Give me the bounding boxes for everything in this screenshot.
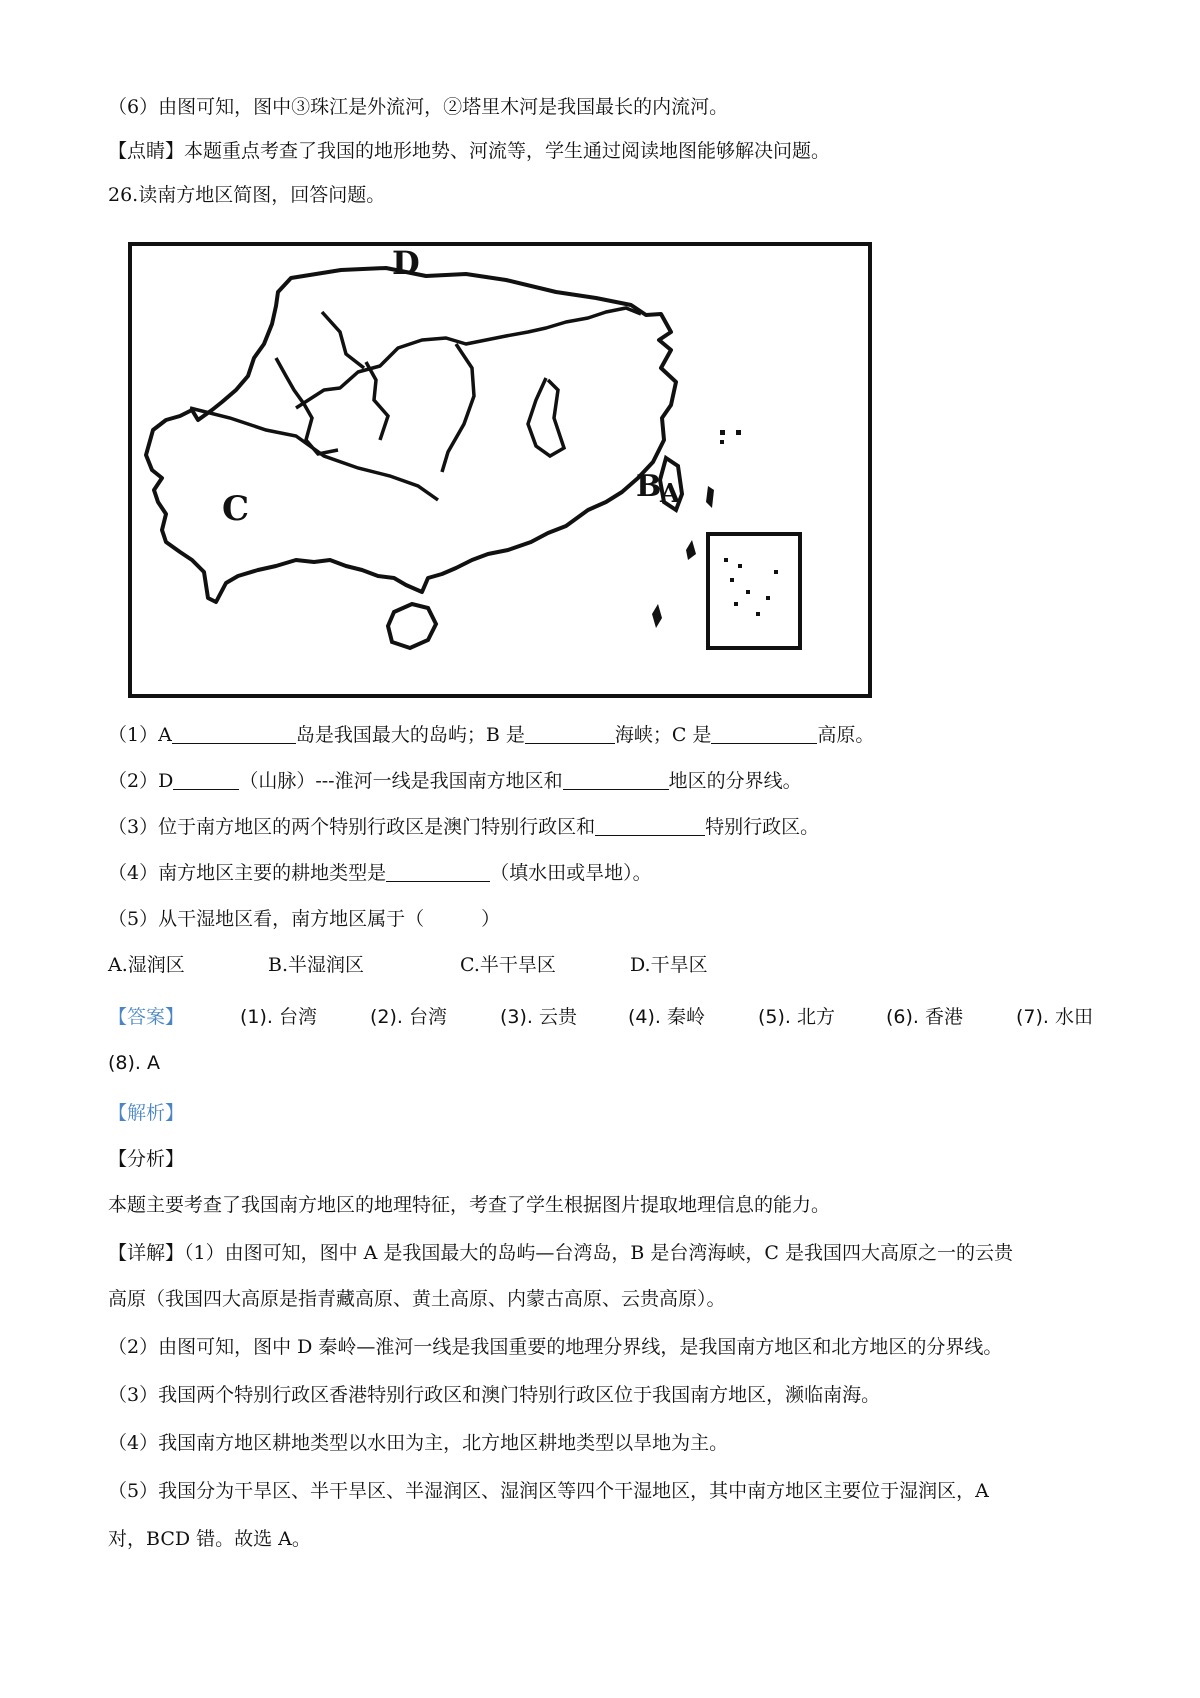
q4-part1: （4）南方地区主要的耕地类型是	[108, 862, 387, 884]
detail-3: （3）我国两个特别行政区香港特别行政区和澳门特别行政区位于我国南方地区，濒临南海。	[108, 1384, 881, 1406]
question-5: （5）从干湿地区看，南方地区属于（ ）	[108, 908, 501, 930]
q1-part3: 海峡；C 是	[614, 724, 712, 746]
answer-label: 【答案】	[108, 1006, 185, 1028]
question-3	[108, 814, 819, 840]
answer-item-7: (7). 水田	[1016, 1006, 1093, 1028]
q3-part2: 特别行政区。	[705, 816, 820, 838]
option-d[interactable]: D.干旱区	[630, 954, 708, 976]
south-china-map	[126, 240, 876, 702]
fenxi-text: 本题主要考查了我国南方地区的地理特征，考查了学生根据图片提取地理信息的能力。	[108, 1194, 831, 1216]
label-C: C	[222, 489, 250, 529]
q2-blank-b[interactable]	[563, 771, 669, 790]
label-D: D	[392, 244, 420, 282]
q1-part4: 高原。	[817, 724, 875, 746]
analysis-label: 【解析】	[108, 1102, 185, 1124]
question-4	[108, 860, 652, 886]
question-title: 26.读南方地区简图，回答问题。	[108, 184, 386, 206]
q4-part2: （填水田或旱地）。	[490, 862, 652, 884]
answer-item-3: (3). 云贵	[500, 1006, 577, 1028]
q2-part3: 地区的分界线。	[668, 770, 802, 792]
detail-1a: 【详解】（1）由图可知，图中 A 是我国最大的岛屿—台湾岛，B 是台湾海峡，C 是我国四大高原之一的云贵	[108, 1242, 1013, 1264]
q3-blank[interactable]	[595, 817, 705, 836]
answer-item-6: (6). 香港	[886, 1006, 963, 1028]
q3-part1: （3）位于南方地区的两个特别行政区是澳门特别行政区和	[108, 816, 596, 838]
q1-part1: （1）A	[108, 724, 172, 746]
option-a[interactable]: A.湿润区	[108, 954, 185, 976]
option-c[interactable]: C.半干旱区	[460, 954, 556, 976]
detail-2: （2）由图可知，图中 D 秦岭—淮河一线是我国重要的地理分界线，是我国南方地区和北方地区的分界线。	[108, 1336, 1003, 1358]
south-sea-inset	[708, 534, 800, 648]
q1-blank-a[interactable]	[172, 725, 296, 744]
answer-item-5: (5). 北方	[758, 1006, 835, 1028]
prev-answer-6: （6）由图可知，图中③珠江是外流河，②塔里木河是我国最长的内流河。	[108, 96, 729, 118]
question-2	[108, 768, 802, 794]
option-b[interactable]: B.半湿润区	[268, 954, 365, 976]
detail-5a: （5）我国分为干旱区、半干旱区、半湿润区、湿润区等四个干湿地区，其中南方地区主要位于湿润区，A	[108, 1480, 989, 1502]
answer-item-1: (1). 台湾	[240, 1006, 317, 1028]
q2-part1: （2）D	[108, 770, 174, 792]
fenxi-label: 【分析】	[108, 1148, 185, 1170]
question-1	[108, 722, 874, 748]
detail-1b: 高原（我国四大高原是指青藏高原、黄土高原、内蒙古高原、云贵高原）。	[108, 1288, 726, 1310]
answer-item-8: (8). A	[108, 1052, 160, 1074]
answer-item-2: (2). 台湾	[370, 1006, 447, 1028]
q1-blank-b[interactable]	[525, 725, 615, 744]
q2-blank-a[interactable]	[173, 771, 239, 790]
label-B: B	[636, 469, 662, 504]
q1-part2: 岛是我国最大的岛屿；B 是	[295, 724, 525, 746]
prev-dianjing: 【点睛】本题重点考查了我国的地形地势、河流等，学生通过阅读地图能够解决问题。	[108, 140, 831, 162]
q4-blank[interactable]	[386, 863, 490, 882]
q2-part2: （山脉）---淮河一线是我国南方地区和	[239, 770, 563, 792]
detail-5b: 对，BCD 错。故选 A。	[108, 1528, 311, 1550]
label-A: A	[660, 479, 681, 509]
answer-item-4: (4). 秦岭	[628, 1006, 705, 1028]
detail-4: （4）我国南方地区耕地类型以水田为主，北方地区耕地类型以旱地为主。	[108, 1432, 729, 1454]
q1-blank-c[interactable]	[711, 725, 817, 744]
